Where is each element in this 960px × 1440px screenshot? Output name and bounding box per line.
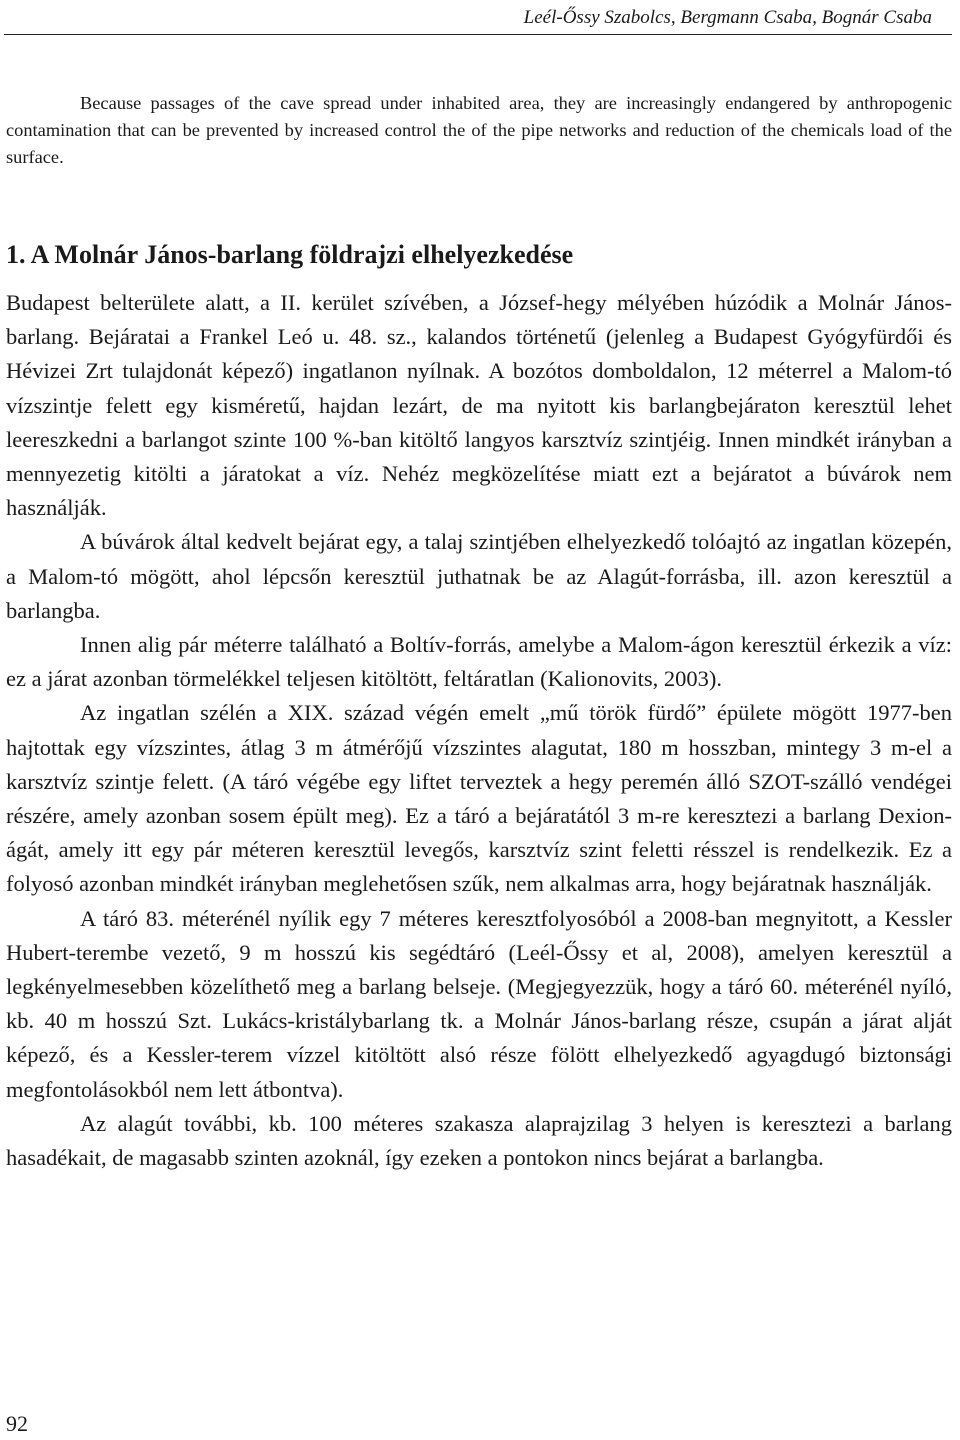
paragraph-5: A táró 83. méterénél nyílik egy 7 méteres keresztfolyosóból a 2008-ban megnyitott, a Kessler Hubert-terembe vezető, 9 m hosszú kis segédtáró (Leél-Őssy et al, 2008), amelyen keresztül a legkényelmesebben közelíthető meg a barlang belseje. (Megjegyezzük, hogy a táró 60. méterénél nyíló, kb. 40 m hosszú Szt. Lukács-kristálybarlang tk. a Molnár János-barlang része, csupán a járat alját képező, és a Kessler-terem vízzel kitöltött alsó része fölött elhelyezkedő agyagdugó biztonsági megfontolásokból nem lett átbontva). — [6, 905, 952, 1102]
paragraph-6: Az alagút további, kb. 100 méteres szakasza alaprajzilag 3 helyen is keresztezi a barlang hasadékait, de magasabb szinten azoknál, így ezeken a pontokon nincs bejárat a barlangba. — [6, 1110, 952, 1171]
paragraph-4: Az ingatlan szélén a XIX. század végén emelt „mű török fürdő” épülete mögött 1977-ben hajtottak egy vízszintes, átlag 3 m átmérőjű vízszintes alagutat, 180 m hosszban, mintegy 3 m-el a karsztvíz szintje felett. (A táró végébe egy liftet terveztek a hegy peremén álló SZOT-szálló vendégei részére, amely azonban sosem épült meg). Ez a táró a bejáratától 3 m-re keresztezi a barlang Dexion-ágát, amely itt egy pár méteren keresztül levegős, karsztvíz szint feletti résszel is rendelkezik. Ez a folyosó azonban mindkét irányban meglehetősen szűk, nem alkalmas arra, hogy bejáratnak használják. — [6, 700, 952, 897]
page-number: 92 — [6, 1411, 28, 1436]
header-rule — [4, 34, 952, 35]
paragraph-2: A búvárok által kedvelt bejárat egy, a talaj szintjében elhelyezkedő tolóajtó az ingatlan közepén, a Malom-tó mögött, ahol lépcsőn keresztül juthatnak be az Alagút-forrásba, ill. azon keresztül a barlangba. — [6, 529, 952, 623]
english-abstract — [6, 90, 952, 171]
abstract-text: Because passages of the cave spread under inhabited area, they are increasingly endangered by anthropogenic contamination that can be prevented by increased control the of the pipe networks and reduction of the chemicals load of the surface. — [6, 93, 952, 167]
body-text — [6, 286, 952, 1175]
running-header: Leél-Őssy Szabolcs, Bergmann Csaba, Bognár Csaba — [523, 7, 932, 28]
paragraph-3: Innen alig pár méterre található a Boltív-forrás, amelybe a Malom-ágon keresztül érkezik a víz: ez a járat azonban törmelékkel teljesen kitöltött, feltáratlan (Kalionovits, 2003). — [6, 632, 952, 692]
paragraph-1: Budapest belterülete alatt, a II. kerület szívében, a József-hegy mélyében húzódik a Molnár János-barlang. Bejáratai a Frankel Leó u. 48. sz., kalandos történetű (jelenleg a Budapest Gyógyfürdői és Hévizei Zrt tulajdonát képező) ingatlanon nyílnak. A bozótos domboldalon, 12 méterrel a Malom-tó vízszintje felett egy kisméretű, hajdan lezárt, de ma nyitott kis barlangbejáraton keresztül lehet leereszkedni a barlangot szinte 100 %-ban kitöltő langyos karsztvíz szintjéig. Innen mindkét irányban a mennyezetig kitölti a járatokat a víz. Nehéz megközelítése miatt ezt a bejáratot a búvárok nem használják. — [6, 290, 952, 521]
section-heading: 1. A Molnár János-barlang földrajzi elhelyezkedése — [6, 240, 574, 269]
